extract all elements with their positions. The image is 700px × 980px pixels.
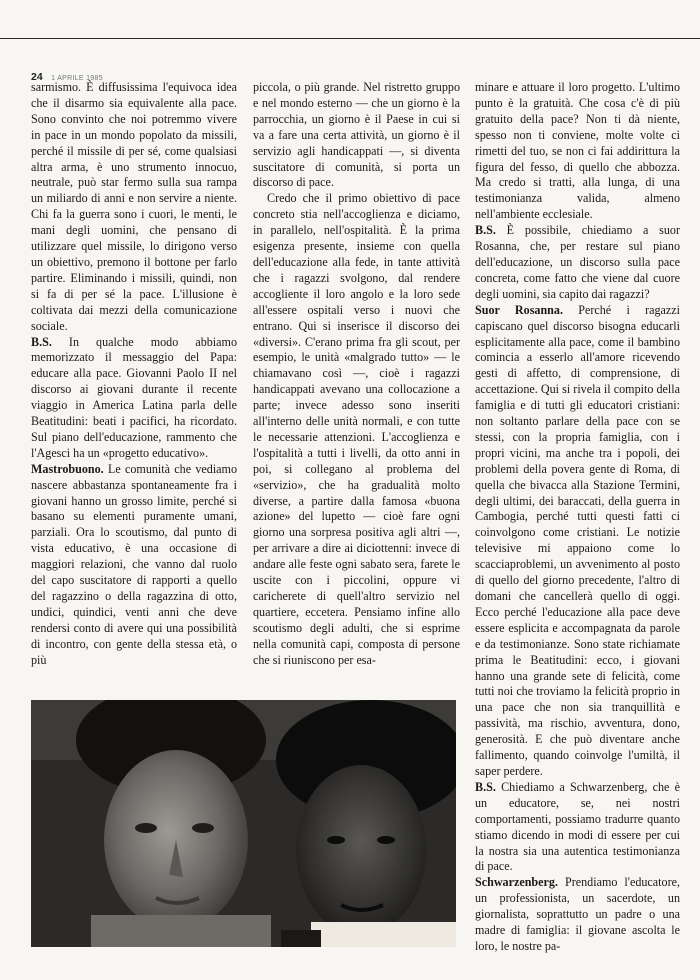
paragraph: piccola, o più grande. Nel ristretto gruppo e nel mondo esterno — che un giorno è la parrocchia, un giorno è il Paese in cui si va a fare una certa attività, un giorno è il servizio agli handicappati —, si diventa suscitatore di comunità, si porta un discorso di pace.: [253, 80, 460, 190]
speaker-label: B.S.: [475, 223, 496, 238]
paragraph: [475, 223, 680, 303]
top-rule: [0, 38, 700, 39]
paragraph: [475, 875, 680, 955]
text-column-3: [475, 80, 680, 960]
speaker-label: Mastrobuono.: [31, 461, 104, 476]
paragraph-text: Chiediamo a Schwarzenberg, che è un educatore, se, nei nostri comportamenti, possiamo tradurre quanto stiamo dicendo in modi di essere per cui la nostra sia una autentica testimonianza di pace.: [475, 779, 680, 874]
paragraph-text: In qualche modo abbiamo memorizzato il messaggio del Papa: educare alla pace. Giovanni Paolo II nel discorso ai giovani durante il recente viaggio in America Latina parla delle Beatitudini: beati i pacifici, ha ricordato. Sul piano dell'educazione, rammento che l'Agesci ha un «progetto educativo».: [31, 334, 237, 460]
paragraph: sarmismo. È diffusissima l'equivoca idea che il disarmo sia equivalente alla pace. Sono convinto che noi potremmo vivere in pace in un mondo popolato da missili, perché il missile di per sé, come qualsiasi altra arma, è uno strumento innocuo, neutrale, può star fermo sulla sua rampa un miliardo di anni e non servire a niente. Chi fa la guerra sono i cuori, le menti, le mani degli uomini, che pensano di utilizzare quel missile, lo dirigono verso un obiettivo, premono il bottone per farlo partire. Eliminando i missili, quindi, non si fa di per sé la pace. L'illusione è coltivata dai mezzi della comunicazione sociale.: [31, 80, 237, 333]
speaker-label: B.S.: [31, 334, 52, 349]
page-number: 24: [31, 71, 43, 83]
paragraph: [475, 780, 680, 875]
photo-two-boys: [31, 700, 456, 947]
issue-date: 1 APRILE 1985: [51, 75, 103, 82]
paragraph-text: Prendiamo l'educatore, un professionista, un sacerdote, un giornalista, soprattutto un padre o una madre di famiglia: il giovane ascolta le loro, le nostre pa-: [475, 875, 680, 953]
page-header: [31, 67, 103, 81]
paragraph: [475, 303, 680, 780]
paragraph: [31, 335, 237, 462]
paragraph-text: È possibile, chiediamo a suor Rosanna, che, per restare sul piano dell'educazione, un discorso sulla pace concreta, come fatto che viene dal cuore degli uomini, sia capito dai ragazzi?: [475, 223, 680, 301]
text-column-2: [253, 80, 460, 672]
paragraph: [31, 462, 237, 669]
speaker-label: Suor Rosanna.: [475, 302, 563, 317]
photo-illustration: [31, 700, 456, 947]
text-column-1: [31, 80, 237, 672]
speaker-label: Schwarzenberg.: [475, 875, 558, 890]
speaker-label: B.S.: [475, 779, 496, 794]
paragraph: minare e attuare il loro progetto. L'ultimo punto è la gratuità. Che cosa c'è di più gratuito della pace? Non ti dà niente, spesso non ti conviene, molte volte ci rimetti del tuo, se non ci fai addirittura la figura del fesso, di quello che abbozza. Ma credo si tratti, alla lunga, di una testimonianza valida, almeno nell'ambiente ecclesiale.: [475, 80, 680, 222]
paragraph: Credo che il primo obiettivo di pace concreto stia nell'accoglienza e diciamo, in parallelo, nell'ospitalità. È la prima esigenza presente, insieme con quella dell'educazione alla fede, in tante attività che i ragazzi svolgono, dal rendere accogliente il loro angolo e la loro sede all'essere ospitali verso i nuovi che entrano. Qui si inserisce il discorso dei «diversi». C'erano prima fra gli scout, per esempio, le unità «malgrado tutto» — le chiamavano così —, cioè i ragazzi handicappati avevano una collocazione a parte; invece adesso sono inseriti all'interno delle unità normali, e con tutte le necessarie attenzioni. L'accoglienza e l'ospitalità a tutti i livelli, da otto anni in poi, si collegano al problema del «servizio», che ha gradualità molto diverse, a partire dalla famosa «buona azione» del lupetto — cioè fare ogni giorno una sorpresa positiva agli altri —, per arrivare a dire ai diciottenni: invece di andare alle feste ogni sabato sera, farete le uscite con i piccolini, oppure vi caricherete di quell'altro servizio nel quartiere, eccetera. Pensiamo infine allo scoutismo degli adulti, che si esprime nella comunità capi, composta di persone che si riuniscono per esa-: [253, 191, 460, 667]
paragraph-text: Perché i ragazzi capiscano quel discorso bisogna educarli esplicitamente alla pace, come il bambino comincia a esserlo all'amore ricevendo gesti di affetto, di comprensione, di accettazione. Qui si rivela il compito della famiglia e di tutti gli educatori cristiani: non soltanto parlare della pace con se stessi, con la propria famiglia, con i propri vicini, ma anche tra i popoli, dei problemi della povera gente di Roma, di quella che bivacca alla Stazione Termini, degli ultimi, dei baraccati, della guerra in Cambogia, perché tutti questi fatti ci coinvolgono come cristiani. Le notizie televisive mi appaiono come lo scacciaproblemi, un avvenimento al posto di quello del giorno precedente, l'altro di domani che cancellerà quello di oggi. Ecco perché l'educazione alla pace deve essere esplicita e accompagnata da parole e da testimonianze. Sono state richiamate prima le Beatitudini: ecco, i giovani hanno una grande sete di felicità, come tutti noi che troviamo la felicità proprio in una pace che non sia tranquillità e passività, ma rischio, avventura, dono, generosità. E che può diventare anche fallimento, quando coinvolge l'umiltà, il saper perdere.: [475, 302, 680, 778]
paragraph-text: Le comunità che vediamo nascere abbastanza spontaneamente fra i giovani hanno un grosso limite, perché si basano su elementi puramente umani, parziali. Ora lo scoutismo, dal punto di vista educativo, è una occasione di maggiori relazioni, che vanno dal ruolo del capo suscitatore di rapporti a quello del ragazzino o della ragazzina di otto, undici, quindici, venti anni che deve rendersi conto di avere qui una possibilità di incontro, con gente della stessa età, o più: [31, 461, 237, 667]
